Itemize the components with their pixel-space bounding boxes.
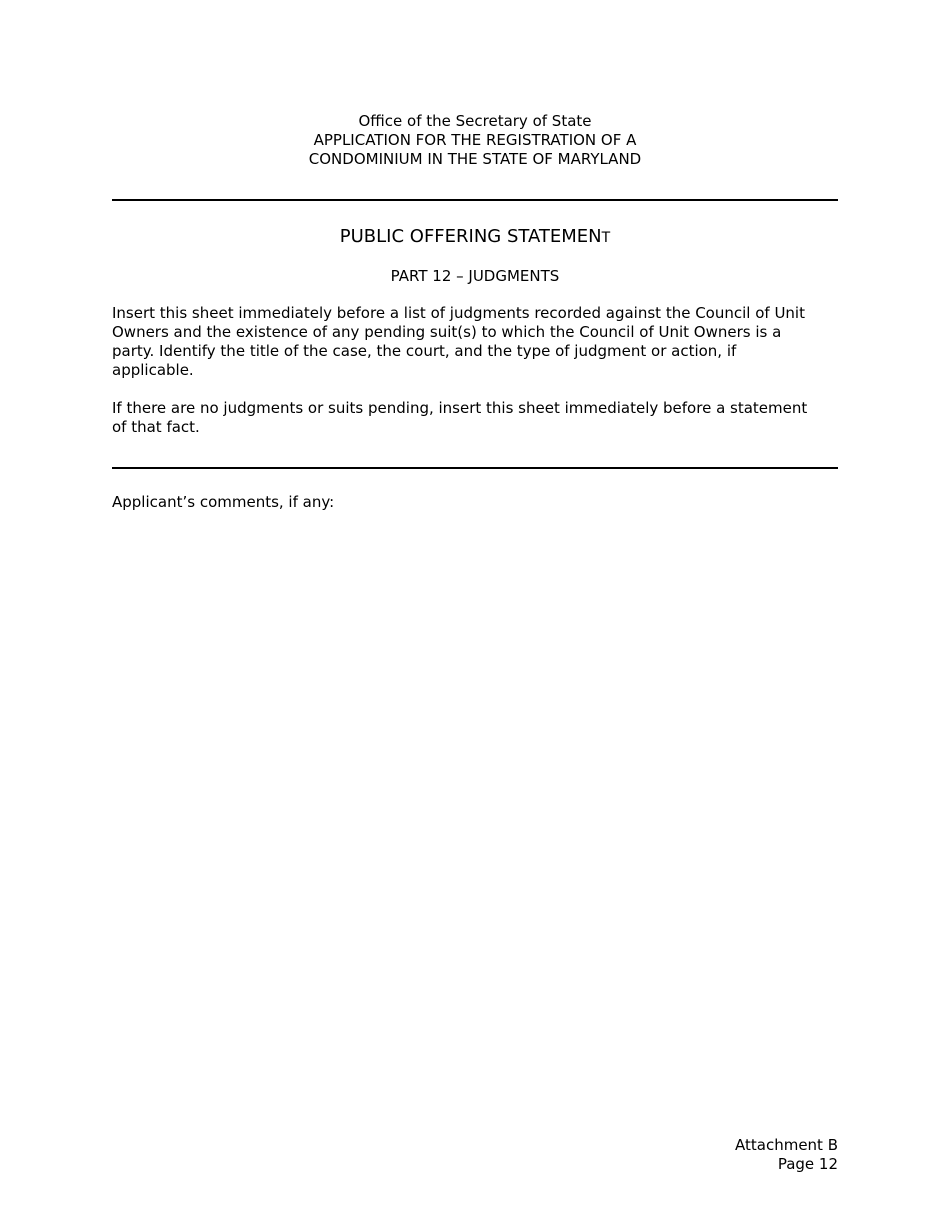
instruction-paragraph-1: [112, 304, 838, 380]
top-divider: [112, 199, 838, 201]
section-title-last-letter: T: [601, 230, 611, 246]
paragraph-line: Insert this sheet immediately before a list of judgments recorded against the Council of Unit: [112, 304, 805, 322]
paragraph-line: If there are no judgments or suits pending, insert this sheet immediately before a statement: [112, 399, 808, 417]
document-header: [112, 112, 838, 169]
attachment-label: Attachment B: [735, 1136, 838, 1154]
paragraph-line: of that fact.: [112, 418, 200, 436]
document-page: [112, 0, 838, 1230]
header-application-line: APPLICATION FOR THE REGISTRATION OF A: [313, 131, 637, 149]
paragraph-line: party. Identify the title of the case, the court, and the type of judgment or action, if: [112, 342, 737, 360]
paragraph-line: Owners and the existence of any pending suit(s) to which the Council of Unit Owners is a: [112, 323, 782, 341]
part-title: PART 12 – JUDGMENTS: [390, 267, 560, 285]
page-number: Page 12: [777, 1155, 838, 1173]
instruction-paragraph-2: [112, 399, 838, 437]
page-footer: [735, 1136, 838, 1174]
header-office-line: Office of the Secretary of State: [358, 112, 592, 130]
section-title-main: PUBLIC OFFERING STATEMEN: [339, 226, 602, 247]
applicant-comments-label: Applicant’s comments, if any:: [112, 493, 335, 511]
bottom-divider: [112, 467, 838, 469]
section-title: [112, 226, 838, 249]
paragraph-line: applicable.: [112, 361, 194, 379]
header-condominium-line: CONDOMINIUM IN THE STATE OF MARYLAND: [308, 150, 642, 168]
